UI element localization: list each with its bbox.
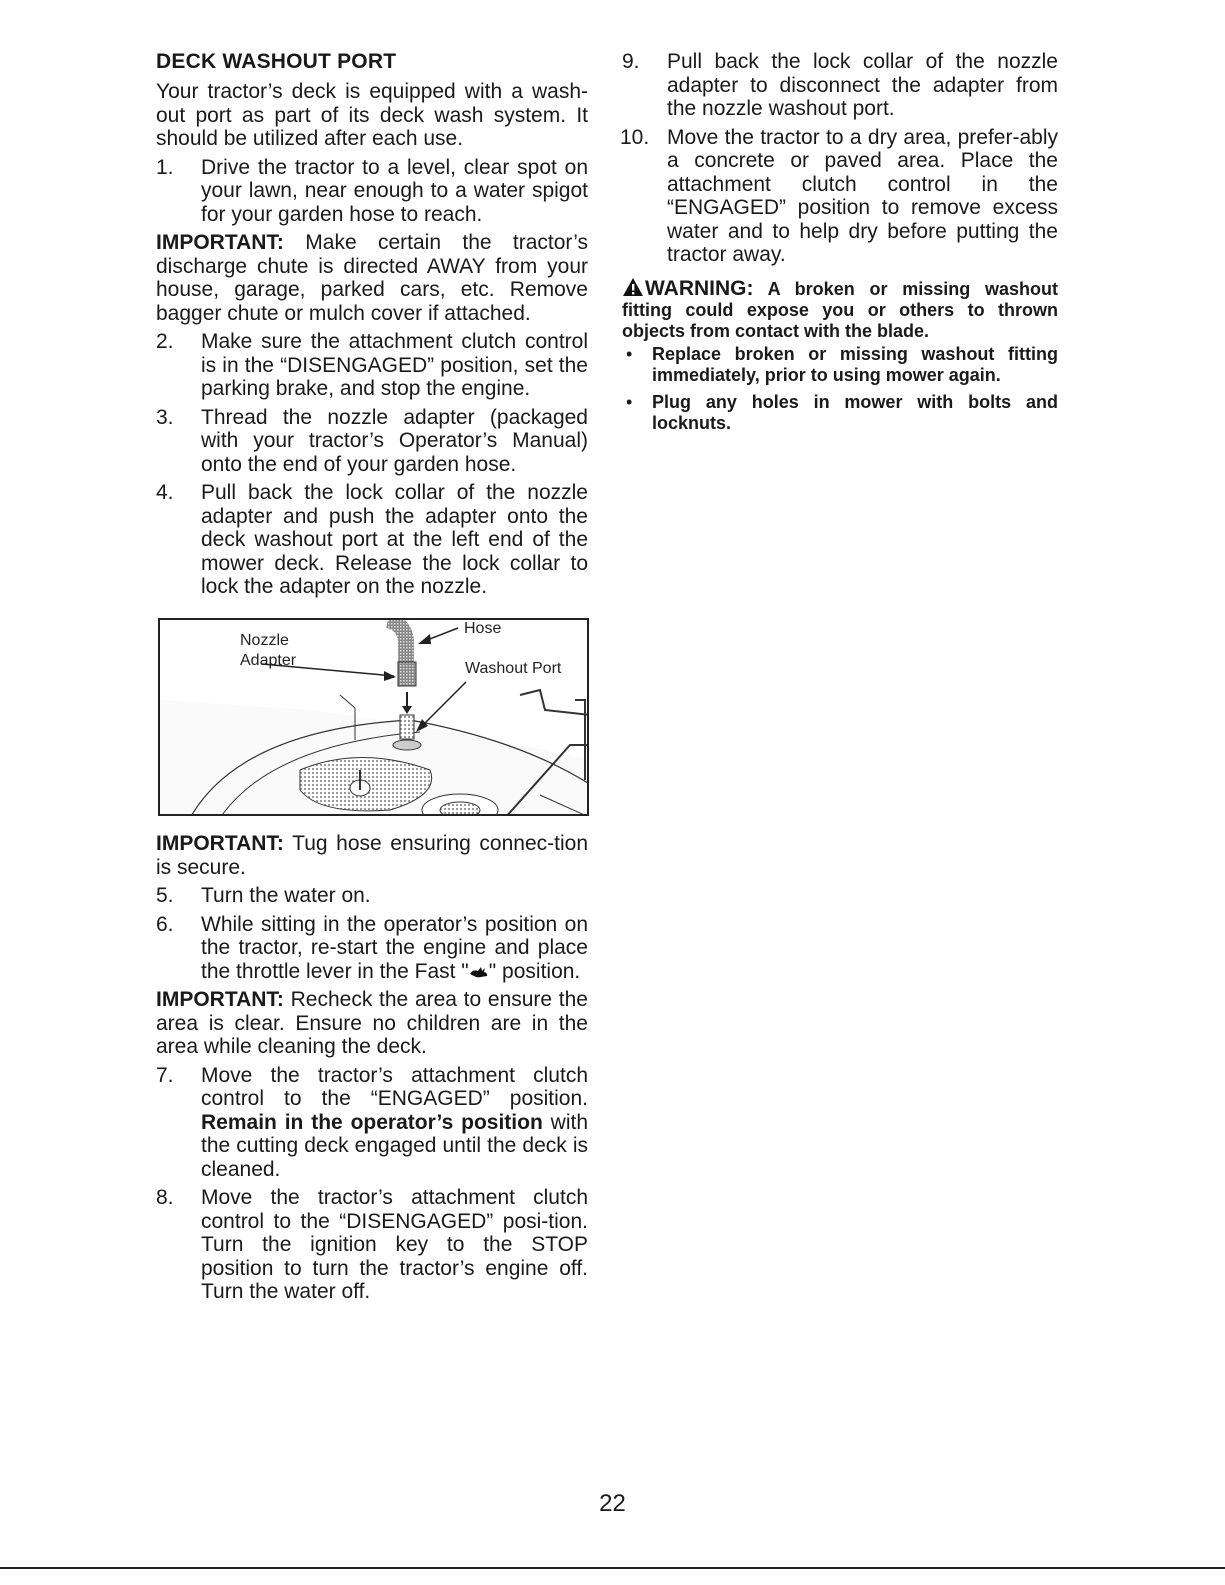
step-number: 8. — [156, 1186, 174, 1209]
important-text: Make certain the tractor’s discharge chute is directed AWAY from your house, garage, parked cars, etc. Remove bagger chute or mulch cover if attached. — [156, 231, 588, 325]
step-number: 10. — [620, 125, 650, 149]
step-number: 7. — [156, 1063, 174, 1087]
left-column-lower — [156, 832, 588, 1309]
warning-label: WARNING: — [645, 276, 754, 300]
step-5 — [156, 884, 588, 908]
step-8 — [156, 1186, 588, 1304]
important-label: IMPORTANT: — [156, 832, 284, 855]
step-text: Drive the tractor to a level, clear spot on your lawn, near enough to a water spigot for your garden hose to reach. — [201, 155, 588, 226]
step-2 — [156, 330, 588, 401]
step-number: 6. — [156, 912, 174, 936]
important-text: Tug hose ensuring connec-tion is secure. — [156, 832, 588, 879]
step-number: 1. — [156, 155, 174, 179]
warning-bullet-1 — [622, 344, 1058, 386]
step-9 — [622, 50, 1058, 121]
label-adapter: Adapter — [240, 652, 297, 669]
step-number: 4. — [156, 481, 174, 504]
warning-block — [622, 277, 1058, 342]
step-10 — [622, 126, 1058, 267]
section-heading: DECK WASHOUT PORT — [156, 50, 397, 73]
bullet-text: Plug any holes in mower with bolts and locknuts. — [652, 391, 1058, 433]
step-6 — [156, 913, 588, 984]
step-number: 2. — [156, 330, 174, 353]
step-text: Move the tractor to a dry area, prefer-ably a concrete or paved area. Place the attachment clutch control in the “ENGAGED” position to remove excess water and to help dry before putting the tractor away. — [667, 125, 1058, 266]
label-nozzle: Nozzle — [240, 632, 289, 649]
bullet-dot: • — [626, 391, 633, 412]
step-4 — [156, 481, 588, 599]
important-note-3 — [156, 988, 588, 1059]
warning-triangle-icon — [622, 277, 644, 297]
bullet-text: Replace broken or missing washout fitting immediately, prior to using mower again. — [652, 343, 1058, 385]
important-note-1 — [156, 231, 588, 325]
warning-bullet-2 — [622, 392, 1058, 434]
step-1 — [156, 156, 588, 227]
important-label: IMPORTANT: — [156, 988, 284, 1011]
rabbit-fast-icon — [469, 965, 489, 979]
step-text: While sitting in the operator’s position on the tractor, re-start the engine and place the throttle lever in the Fast " " position. — [201, 912, 588, 983]
intro-paragraph: Your tractor’s deck is equipped with a wash-out port as part of its deck wash system. It should be utilized after each use. — [156, 80, 588, 150]
step-text: Turn the water on. — [201, 884, 371, 907]
label-washout-port: Washout Port — [465, 660, 562, 677]
important-label: IMPORTANT: — [156, 231, 284, 254]
left-column — [156, 50, 588, 604]
step-text: Thread the nozzle adapter (packaged with your tractor’s Operator’s Manual) onto the end of your garden hose. — [201, 405, 588, 476]
emphasis-text: Remain in the operator’s position — [201, 1110, 543, 1134]
step-number: 3. — [156, 405, 174, 429]
bottom-rule — [0, 1567, 1225, 1569]
important-note-2 — [156, 832, 588, 879]
important-text: Recheck the area to ensure the area is clear. Ensure no children are in the area while cleaning the deck. — [156, 988, 588, 1058]
step-text: Make sure the attachment clutch control is in the “DISENGAGED” position, set the parking brake, and stop the engine. — [201, 330, 588, 400]
step-number: 9. — [622, 50, 640, 73]
step-number: 5. — [156, 884, 174, 907]
step-3 — [156, 406, 588, 477]
mower-deck-drawing — [160, 620, 589, 816]
washout-port-illustration — [158, 618, 589, 816]
step-text: Move the tractor’s attachment clutch control to the “DISENGAGED” posi-tion. Turn the ignition key to the STOP position to turn the tractor’s engine off. Turn the water off. — [201, 1186, 588, 1303]
warning-text: A broken or missing washout fitting could expose you or others to thrown objects from contact with the blade. — [622, 278, 1058, 341]
right-column — [622, 50, 1058, 440]
step-text: Move the tractor’s attachment clutch control to the “ENGAGED” position. Remain in the operator’s position with the cutting deck engaged until the deck is cleaned. — [201, 1063, 588, 1181]
bullet-dot: • — [626, 343, 633, 364]
label-hose: Hose — [464, 620, 502, 637]
page-number: 22 — [599, 1490, 626, 1517]
step-text: Pull back the lock collar of the nozzle adapter and push the adapter onto the deck washout port at the left end of the mower deck. Release the lock collar to lock the adapter on the nozzle. — [201, 481, 588, 598]
step-7 — [156, 1064, 588, 1182]
step-text: Pull back the lock collar of the nozzle adapter to disconnect the adapter from the nozzle washout port. — [667, 50, 1058, 120]
